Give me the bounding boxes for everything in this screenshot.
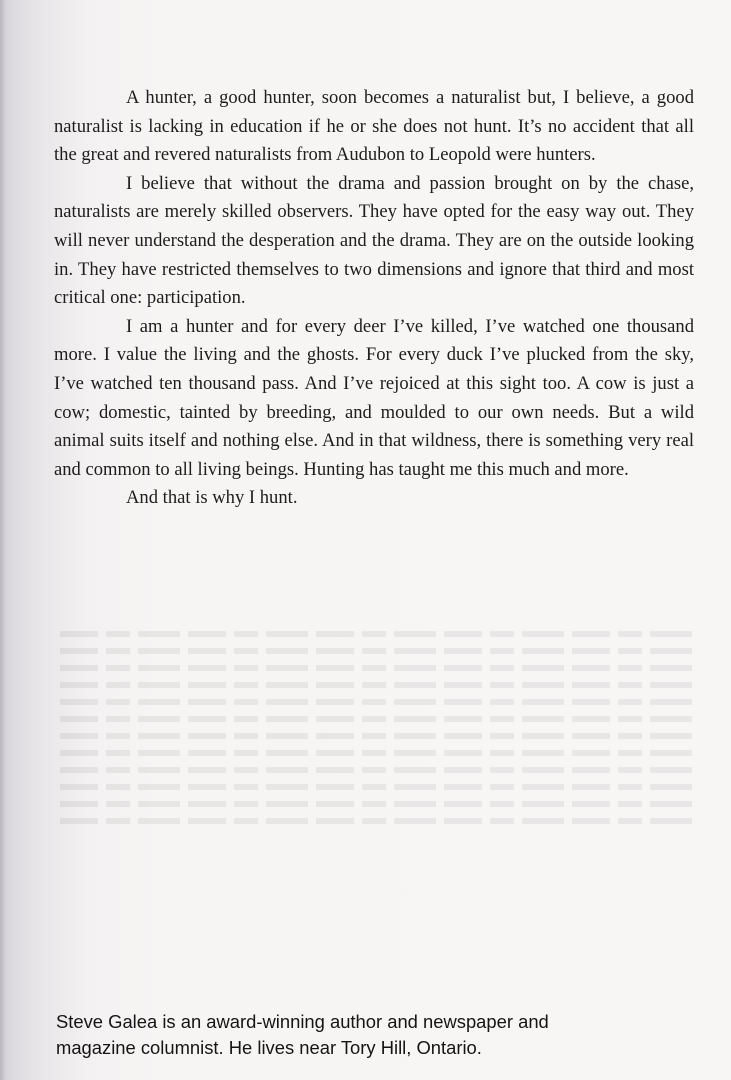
author-bio-line: magazine columnist. He lives near Tory Hill, Ontario. bbox=[56, 1037, 482, 1058]
essay-paragraph: And that is why I hunt. bbox=[126, 487, 298, 509]
author-bio-line: Steve Galea is an award-winning author and newspaper and bbox=[56, 1011, 549, 1032]
essay-body bbox=[54, 84, 694, 513]
bleed-through-texture bbox=[60, 620, 700, 960]
essay-paragraph: I am a hunter and for every deer I’ve killed, I’ve watched one thousand more. I value the living and the ghosts. For every duck I’ve plucked from the sky, I’ve watched ten thousand pass. And I’ve rejoiced at this sight too. A cow is just a cow; domestic, tainted by breeding, and moulded to our own needs. But a wild animal suits itself and nothing else. And in that wildness, there is something very real and common to all living beings. Hunting has taught me this much and more. bbox=[54, 315, 694, 480]
page-spine-shadow bbox=[0, 0, 6, 1080]
author-bio bbox=[56, 1009, 716, 1061]
essay-paragraph: A hunter, a good hunter, soon becomes a naturalist but, I believe, a good naturalist is lacking in education if he or she does not hunt. It’s no accident that all the great and revered naturalists from Audubon to Leopold were hunters. bbox=[54, 87, 694, 166]
essay-paragraph: I believe that without the drama and passion brought on by the chase, naturalists are merely skilled observers. They have opted for the easy way out. They will never understand the desperation and the drama. They are on the outside looking in. They have restricted themselves to two dimensions and ignore that third and most critical one: participation. bbox=[54, 172, 694, 309]
